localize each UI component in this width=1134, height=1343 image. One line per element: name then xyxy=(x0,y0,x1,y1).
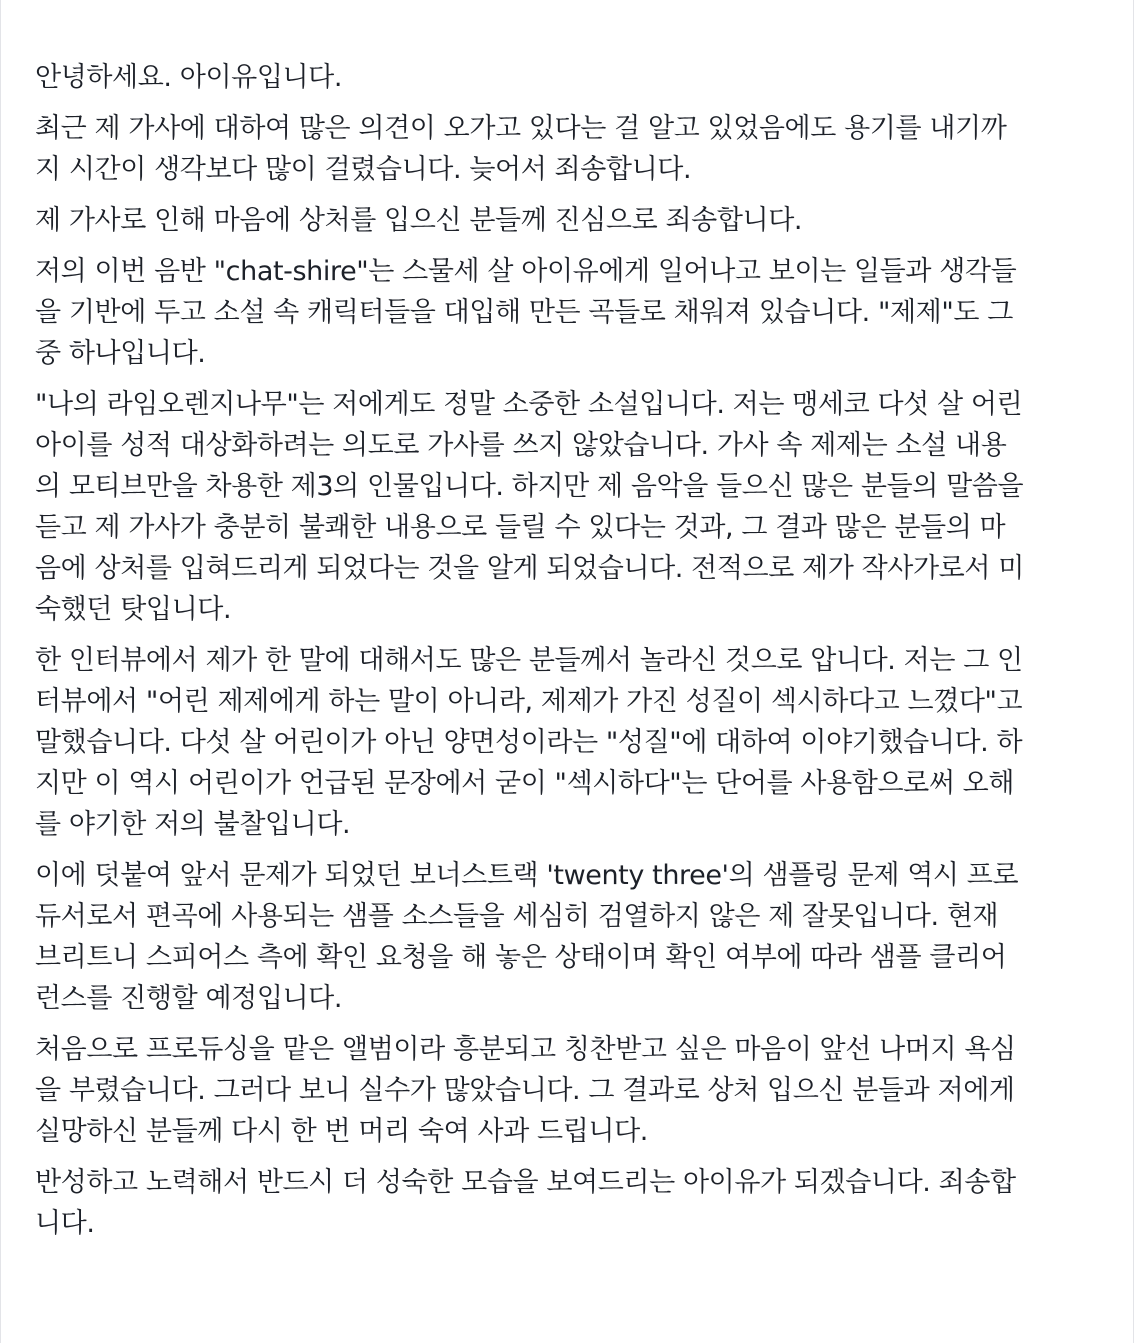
post-text-line: 반성하고 노력해서 반드시 더 성숙한 모습을 보여드리는 아이유가 되겠습니다. 죄송합 xyxy=(35,1167,1016,1198)
post-text-line: 말했습니다. 다섯 살 어린이가 아닌 양면성이라는 "성질"에 대하여 이야기했습니다. 하 xyxy=(35,727,1023,758)
post-paragraph xyxy=(35,251,1105,374)
post-text-line: 지 시간이 생각보다 많이 걸렸습니다. 늦어서 죄송합니다. xyxy=(35,154,692,185)
post-text-line: 을 부렸습니다. 그러다 보니 실수가 많았습니다. 그 결과로 상처 입으신 분들과 저에게 xyxy=(35,1075,1015,1106)
post-text-line: 을 기반에 두고 소설 속 캐릭터들을 대입해 만든 곡들로 채워져 있습니다. "제제"도 그 xyxy=(35,297,1013,328)
post-text-line: "나의 라임오렌지나무"는 저에게도 정말 소중한 소설입니다. 저는 맹세코 다섯 살 어린 xyxy=(35,389,1023,420)
post-text-line: 제 가사로 인해 마음에 상처를 입으신 분들께 진심으로 죄송합니다. xyxy=(35,205,803,236)
post-text-line: 실망하신 분들께 다시 한 번 머리 숙여 사과 드립니다. xyxy=(35,1116,648,1147)
post-text-line: 처음으로 프로듀싱을 맡은 앨범이라 흥분되고 칭찬받고 싶은 마음이 앞선 나머지 욕심 xyxy=(35,1034,1016,1065)
post-text-line: 숙했던 탓입니다. xyxy=(35,594,232,625)
post-text-line: 최근 제 가사에 대하여 많은 의견이 오가고 있다는 걸 알고 있었음에도 용기를 내기까 xyxy=(35,113,1007,144)
post-paragraph xyxy=(35,1162,1105,1244)
post-text-line: 듀서로서 편곡에 사용되는 샘플 소스들을 세심히 검열하지 않은 제 잘못입니다. 현재 xyxy=(35,901,999,932)
post-paragraph xyxy=(35,384,1105,630)
post-text-line: 안녕하세요. 아이유입니다. xyxy=(35,62,343,93)
post-text-line: 의 모티브만을 차용한 제3의 인물입니다. 하지만 제 음악을 들으신 많은 분들의 말씀을 xyxy=(35,471,1024,502)
post-text-line: 저의 이번 음반 "chat-shire"는 스물세 살 아이유에게 일어나고 보이는 일들과 생각들 xyxy=(35,256,1017,287)
post-text-line: 한 인터뷰에서 제가 한 말에 대해서도 많은 분들께서 놀라신 것으로 압니다. 저는 그 인 xyxy=(35,645,1023,676)
post-body xyxy=(35,57,1105,1254)
post-paragraph xyxy=(35,1029,1105,1152)
post-text-line: 니다. xyxy=(35,1208,95,1239)
post-paragraph xyxy=(35,57,1105,98)
post-text-line: 를 야기한 저의 불찰입니다. xyxy=(35,809,351,840)
post-text-line: 아이를 성적 대상화하려는 의도로 가사를 쓰지 않았습니다. 가사 속 제제는 소설 내용 xyxy=(35,430,1007,461)
post-text-line: 음에 상처를 입혀드리게 되었다는 것을 알게 되었습니다. 전적으로 제가 작사가로서 미 xyxy=(35,553,1024,584)
post-text-line: 듣고 제 가사가 충분히 불쾌한 내용으로 들릴 수 있다는 것과, 그 결과 많은 분들의 마 xyxy=(35,512,1006,543)
post-text-line: 터뷰에서 "어린 제제에게 하는 말이 아니라, 제제가 가진 성질이 섹시하다고 느꼈다"고 xyxy=(35,686,1023,717)
post-paragraph xyxy=(35,108,1105,190)
post-paragraph xyxy=(35,640,1105,845)
post-text-line: 지만 이 역시 어린이가 언급된 문장에서 굳이 "섹시하다"는 단어를 사용함으로써 오해 xyxy=(35,768,1015,799)
post-text-line: 브리트니 스피어스 측에 확인 요청을 해 놓은 상태이며 확인 여부에 따라 샘플 클리어 xyxy=(35,942,1007,973)
post-paragraph xyxy=(35,200,1105,241)
post-paragraph xyxy=(35,855,1105,1019)
post-text-line: 이에 덧붙여 앞서 문제가 되었던 보너스트랙 'twenty three'의 샘플링 문제 역시 프로 xyxy=(35,860,1019,891)
post-text-line: 중 하나입니다. xyxy=(35,338,206,369)
post-text-line: 런스를 진행할 예정입니다. xyxy=(35,983,343,1014)
